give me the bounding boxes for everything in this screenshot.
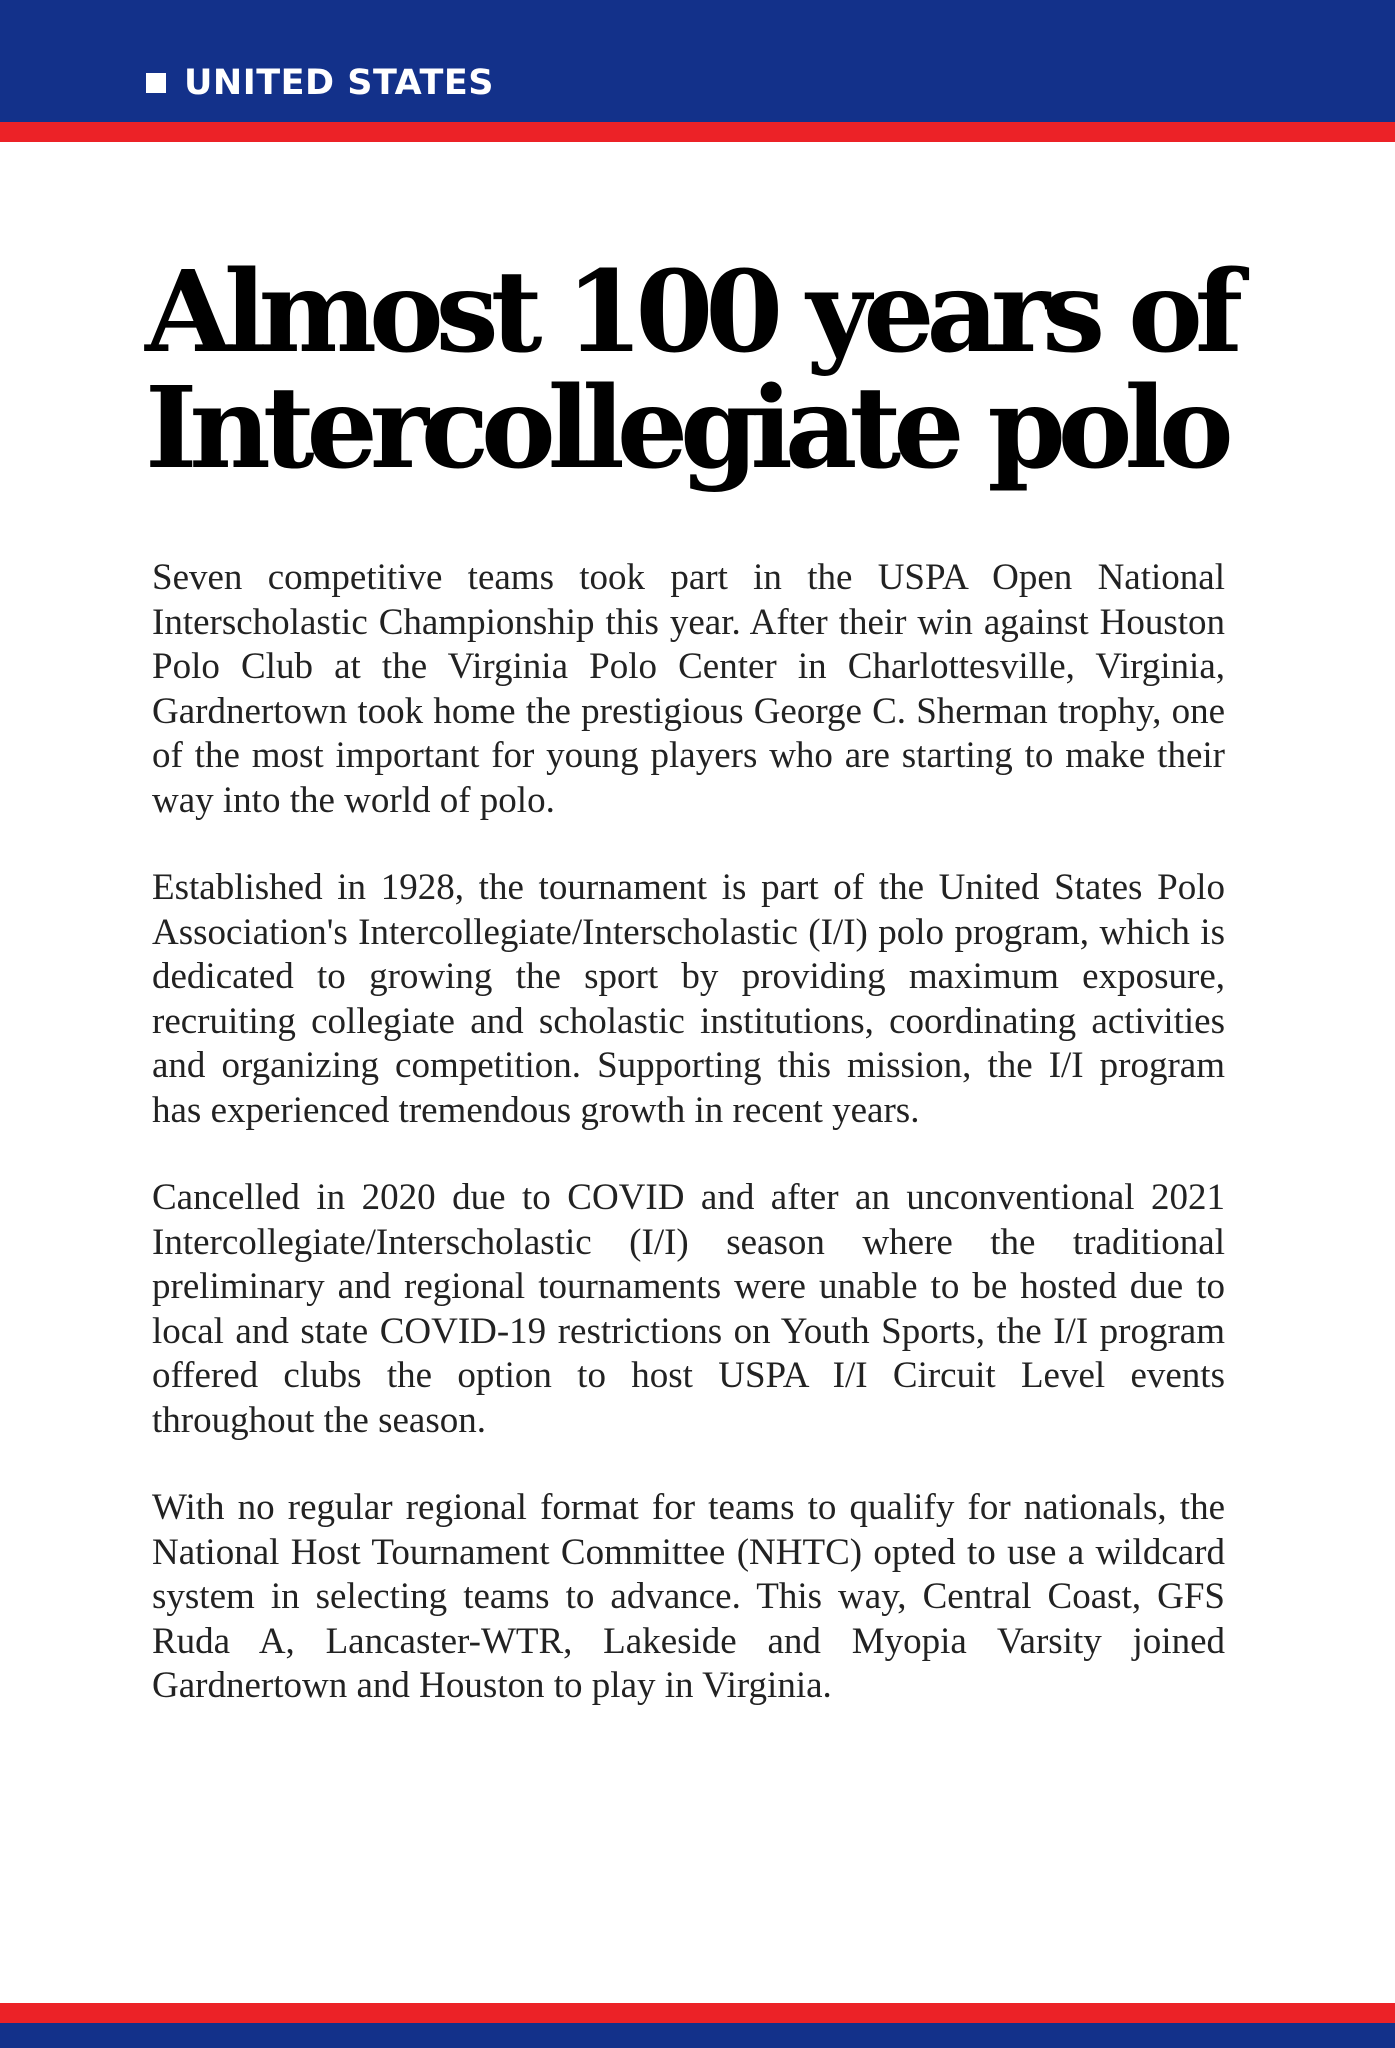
header-red-stripe — [0, 122, 1395, 142]
footer-band — [0, 2023, 1395, 2048]
section-label: UNITED STATES — [184, 63, 494, 103]
square-bullet-icon — [146, 73, 166, 93]
headline-line-1: Almost 100 years of — [145, 247, 1236, 378]
article-paragraph: Established in 1928, the tournament is part of the United States Polo Association's Intercollegiate/Interscholastic (I/I) polo program, which is dedicated to growing the sport by providing maximum exposure, recruiting collegiate and scholastic institutions, coordinating activities and organizing competition. Supporting this mission, the I/I program has experienced tremendous growth in recent years. — [152, 867, 1225, 1131]
article-paragraph: Cancelled in 2020 due to COVID and after an unconventional 2021 Intercollegiate/Interscholastic (I/I) season where the traditional preliminary and regional tournaments were unable to be hosted due to local and state COVID-19 restrictions on Youth Sports, the I/I program offered clubs the option to host USPA I/I Circuit Level events throughout the season. — [152, 1177, 1225, 1441]
headline-line-2: Intercollegiate polo — [145, 363, 1226, 494]
article-body — [152, 556, 1225, 1709]
footer-red-stripe — [0, 2003, 1395, 2023]
article-paragraph: Seven competitive teams took part in the USPA Open National Interscholastic Championship this year. After their win against Houston Polo Club at the Virginia Polo Center in Charlottesville, Virginia, Gardnertown took home the prestigious George C. Sherman trophy, one of the most important for young players who are starting to make their way into the world of polo. — [152, 557, 1225, 821]
article-paragraph: With no regular regional format for teams to qualify for nationals, the National Host Tournament Committee (NHTC) opted to use a wildcard system in selecting teams to advance. This way, Central Coast, GFS Ruda A, Lancaster-WTR, Lakeside and Myopia Varsity joined Gardnertown and Houston to play in Virginia. — [152, 1487, 1225, 1706]
article-headline — [145, 247, 1275, 494]
